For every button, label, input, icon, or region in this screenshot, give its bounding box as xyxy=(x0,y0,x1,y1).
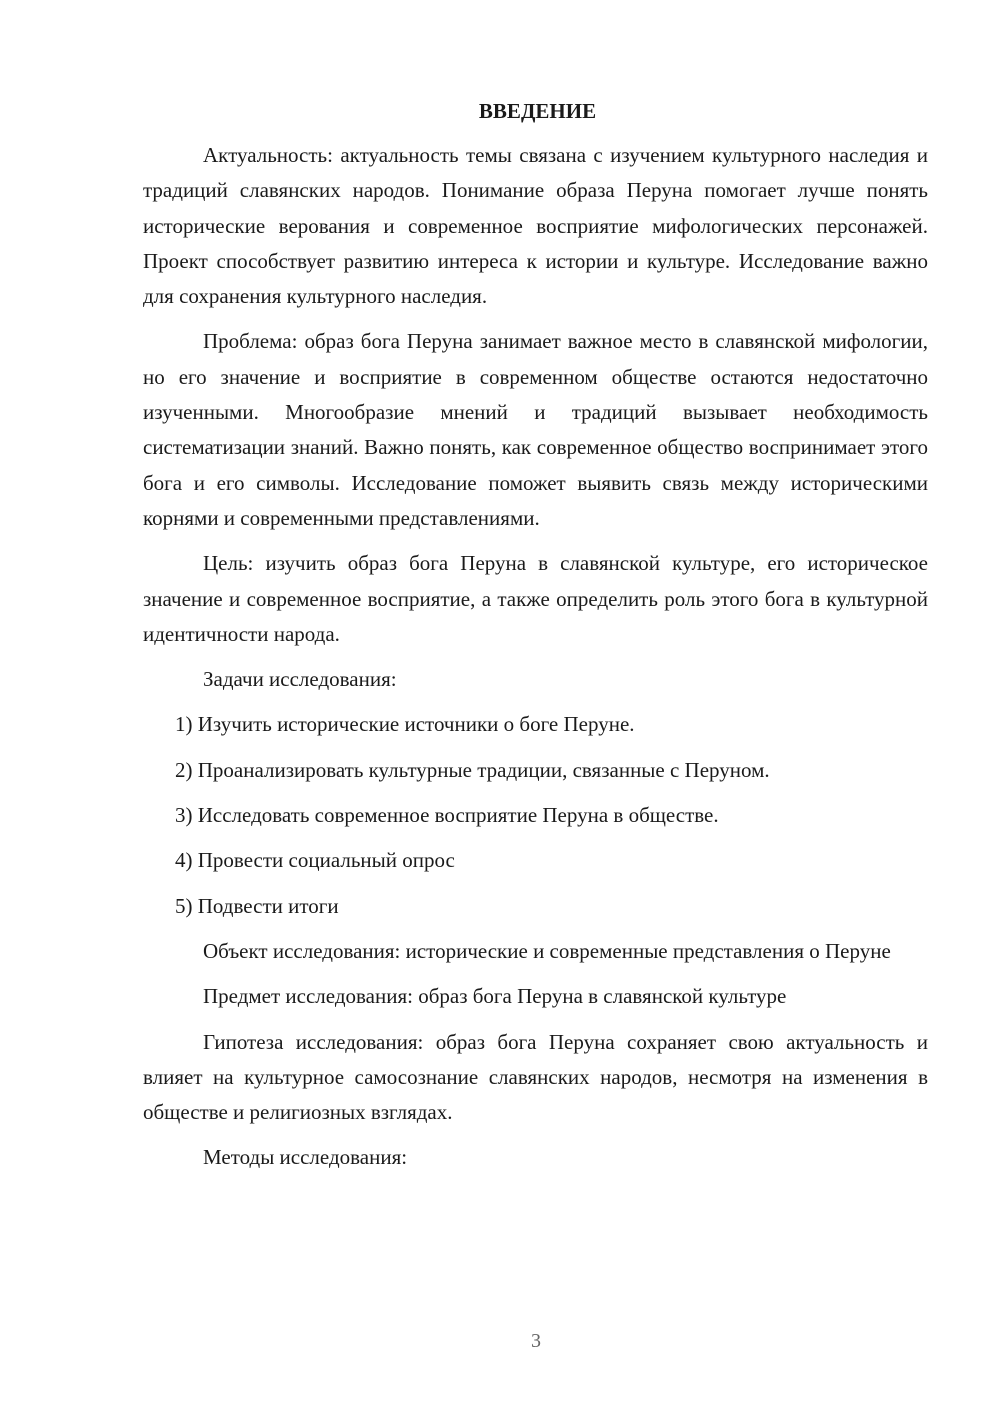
list-item: 1) Изучить исторические источники о боге Перуне. xyxy=(175,712,635,737)
paragraph-problem: Проблема: образ бога Перуна занимает важное место в славянской мифологии, но его значение и восприятие в современном обществе остаются недостаточно изученными. Многообразие мнений и традиций вызывает необходимость систематизации знаний. Важно понять, как современное общество воспринимает этого бога и его символы. Исследование поможет выявить связь между историческими корнями и современными представлениями. xyxy=(143,329,928,530)
paragraph-hypothesis: Гипотеза исследования: образ бога Перуна сохраняет свою актуальность и влияет на культурное самосознание славянских народов, несмотря на изменения в обществе и религиозных взглядах. xyxy=(143,1029,928,1125)
paragraph-goal: Цель: изучить образ бога Перуна в славянской культуре, его историческое значение и современное восприятие, а также определить роль этого бога в культурной идентичности народа. xyxy=(143,551,928,646)
paragraph-subject: Предмет исследования: образ бога Перуна в славянской культуре xyxy=(203,984,787,1009)
methods-heading: Методы исследования: xyxy=(203,1145,408,1170)
tasks-heading: Задачи исследования: xyxy=(203,667,397,692)
list-item: 3) Исследовать современное восприятие Перуна в обществе. xyxy=(175,803,719,828)
paragraph-relevance: Актуальность: актуальность темы связана с изучением культурного наследия и традиций славянских народов. Понимание образа Перуна помогает лучше понять исторические верования и современное восприятие мифологических персонажей. Проект способствует развитию интереса к истории и культуре. Исследование важно для сохранения культурного наследия. xyxy=(143,143,928,309)
page-title xyxy=(143,96,928,126)
page-number: 3 xyxy=(531,1330,541,1352)
list-item: 5) Подвести итоги xyxy=(175,893,339,918)
list-item: 2) Проанализировать культурные традиции, связанные с Перуном. xyxy=(175,757,770,782)
page-title-text: ВВЕДЕНИЕ xyxy=(478,99,597,123)
paragraph-object: Объект исследования: исторические и современные представления о Перуне xyxy=(203,938,891,963)
tasks-list xyxy=(143,707,928,923)
document-page xyxy=(143,96,928,1176)
list-item: 4) Провести социальный опрос xyxy=(175,848,455,873)
